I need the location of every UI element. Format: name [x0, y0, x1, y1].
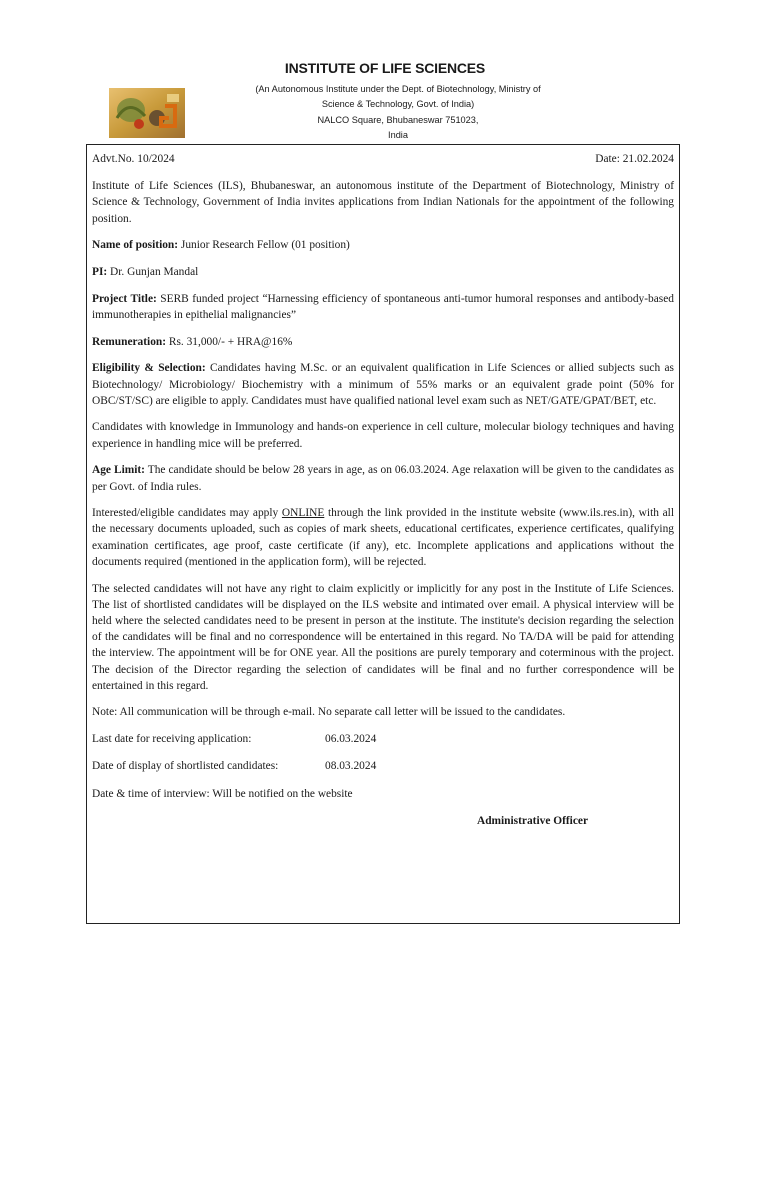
age-label: Age Limit: [92, 464, 145, 477]
interview-text: Date & time of interview: Will be notified on the website [92, 787, 353, 800]
notice-date: Date: 21.02.2024 [595, 153, 674, 165]
advertisement-number: Advt.No. 10/2024 [92, 153, 175, 165]
online-link[interactable]: ONLINE [281, 507, 325, 520]
position-paragraph [92, 237, 674, 253]
eligibility-paragraph [92, 360, 674, 409]
letterhead [0, 0, 766, 145]
signatory: Administrative Officer [476, 814, 588, 827]
notice-body [92, 149, 674, 829]
interview-row [92, 786, 674, 802]
pi-paragraph [92, 264, 674, 280]
selection-paragraph: The selected candidates will not have any right to claim explicitly or implicitly for any post in the Institute of Life Sciences. The list of shortlisted candidates will be displayed on the ILS website and intimated over email. A physical interview will be held where the selected candidates need to be present in person at the institute. The institute's decision regarding the selection of the candidates will be final and no correspondence will be entertained in this regard. No TA/DA will be paid for attending the interview. The appointment will be for ONE year. All the positions are purely temporary and coterminous with the project. The decision of the Director regarding the selection of candidates will be final and no further correspondence will be entertained in this regard. [92, 582, 674, 692]
last-date-label: Last date for receiving application: [92, 733, 252, 746]
institute-affiliation-line-1: (An Autonomous Institute under the Dept. of Biotechnology, Ministry of [255, 84, 541, 94]
pi-label: PI: [92, 266, 108, 279]
project-paragraph [92, 291, 674, 323]
institute-logo [109, 88, 185, 138]
eligibility-value: Candidates having M.Sc. or an equivalent qualification in Life Sciences or allied subjects such as Biotechnology/ Microbiology/ Biochemistry with a minimum of 55% marks or an equivalent grade point (50% for OBC/ST/SC) are eligible to apply. Candidates must have qualified national level exam such as NET/GATE/GPAT/BET, etc. [92, 362, 674, 407]
remuneration-value: Rs. 31,000/- + HRA@16% [166, 335, 293, 348]
institute-address: NALCO Square, Bhubaneswar 751023, [317, 115, 479, 125]
position-value: Junior Research Fellow (01 position) [178, 239, 350, 252]
project-value: SERB funded project “Harnessing efficiency of spontaneous anti-tumor humoral responses and antibody-based immunotherapies in epithelial malignancies” [92, 292, 674, 321]
shortlist-date-row [92, 758, 674, 774]
shortlist-date-label: Date of display of shortlisted candidates: [92, 760, 279, 773]
remuneration-label: Remuneration: [92, 335, 167, 348]
intro-paragraph: Institute of Life Sciences (ILS), Bhubaneswar, an autonomous institute of the Department of Biotechnology, Ministry of Science & Technology, Government of India invites applications from Indian Nationals for the appointment of the following position. [92, 180, 674, 225]
institute-name: INSTITUTE OF LIFE SCIENCES [284, 60, 486, 76]
pi-value: Dr. Gunjan Mandal [107, 266, 199, 279]
age-value: The candidate should be below 28 years in age, as on 06.03.2024. Age relaxation will be given to the candidates as per Govt. of India rules. [92, 464, 674, 493]
preference-paragraph: Candidates with knowledge in Immunology and hands-on experience in cell culture, molecular biology techniques and having experience in handling mice will be preferred. [92, 421, 674, 450]
institute-country: India [388, 130, 408, 140]
age-paragraph [92, 462, 674, 494]
note-paragraph: Note: All communication will be through e-mail. No separate call letter will be issued to the candidates. [92, 706, 566, 719]
institute-affiliation-line-2: Science & Technology, Govt. of India) [321, 99, 475, 109]
eligibility-label: Eligibility & Selection: [92, 362, 206, 375]
last-date-value: 06.03.2024 [325, 733, 377, 746]
shortlist-date-value: 08.03.2024 [325, 760, 377, 773]
apply-post: through the link provided in the institute website (www.ils.res.in), with all the necessary documents uploaded, such as copies of mark sheets, educational certificates, experience certificates, qualifying examination certificates, age proof, caste certificate (if any), etc. Incomplete applications and applications without the documents required (mentioned in the application form), will be rejected. [92, 507, 674, 568]
apply-pre: Interested/eligible candidates may apply [92, 507, 282, 520]
position-label: Name of position: [92, 239, 179, 252]
project-label: Project Title: [92, 292, 157, 305]
remuneration-paragraph [92, 334, 674, 350]
apply-paragraph [92, 505, 674, 570]
last-date-row [92, 731, 674, 747]
